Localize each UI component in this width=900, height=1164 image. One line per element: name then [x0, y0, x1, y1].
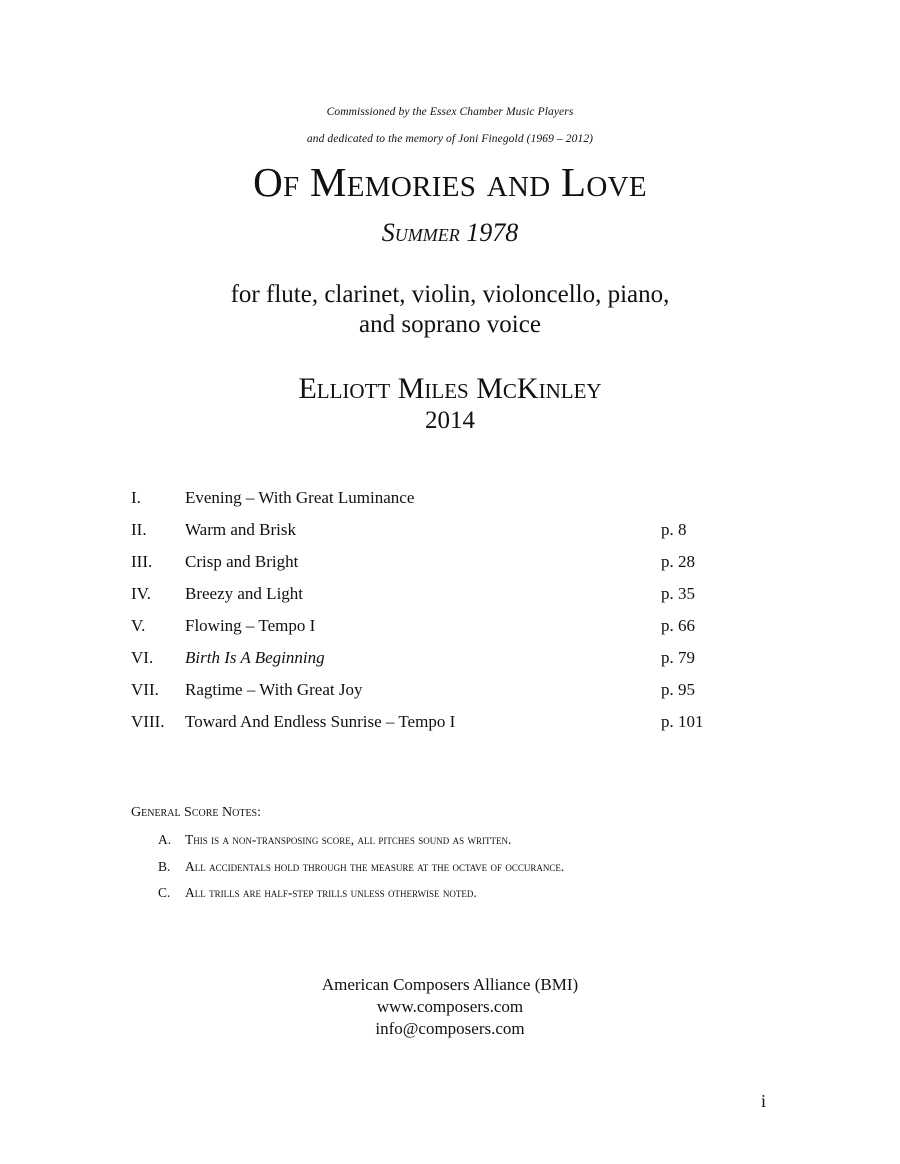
- page-number: i: [761, 1091, 767, 1111]
- score-note-text: This is a non-transposing score, all pitches sound as written.: [185, 832, 512, 847]
- movement-title: Evening – With Great Luminance: [185, 488, 415, 507]
- movement-page: p. 8: [661, 520, 687, 539]
- movement-row: [131, 483, 731, 515]
- movement-number: IV.: [131, 584, 151, 603]
- movement-title: Ragtime – With Great Joy: [185, 680, 363, 699]
- movement-page: p. 79: [661, 648, 695, 667]
- movement-number: VIII.: [131, 712, 165, 731]
- movement-row: [131, 707, 731, 739]
- movement-row: [131, 611, 731, 643]
- movement-title: Breezy and Light: [185, 584, 304, 603]
- instrumentation-line-2: and soprano voice: [359, 311, 541, 338]
- score-note: [158, 883, 778, 910]
- dedication-line-1: Commissioned by the Essex Chamber Music Players: [326, 106, 574, 118]
- work-subtitle: Summer 1978: [381, 218, 519, 247]
- dedication-line-2: and dedicated to the memory of Joni Finegold (1969 – 2012): [306, 133, 594, 145]
- movement-number: VII.: [131, 680, 159, 699]
- instrumentation-line-1: for flute, clarinet, violin, violoncello, piano,: [230, 281, 670, 308]
- movement-title: Crisp and Bright: [185, 552, 299, 571]
- movement-row: [131, 643, 731, 675]
- score-notes-list: [158, 830, 778, 910]
- composer-name: Elliott Miles McKinley: [298, 372, 602, 405]
- movement-list: [131, 483, 731, 739]
- movement-number: V.: [131, 616, 146, 635]
- movement-page: p. 101: [661, 712, 704, 731]
- score-note-letter: C.: [158, 885, 171, 900]
- movement-page: p. 66: [661, 616, 695, 635]
- score-note-letter: B.: [158, 858, 171, 874]
- movement-title: Birth Is A Beginning: [185, 648, 325, 667]
- publisher-website[interactable]: www.composers.com: [376, 997, 524, 1016]
- movement-page: p. 28: [661, 552, 695, 571]
- movement-title: Warm and Brisk: [185, 520, 296, 539]
- movement-row: [131, 675, 731, 707]
- score-note-text: All accidentals hold through the measure at the octave of occurance.: [185, 858, 565, 874]
- movement-page: p. 95: [661, 680, 695, 699]
- movement-title: Flowing – Tempo I: [185, 616, 316, 635]
- score-note: [158, 830, 778, 857]
- score-note-text: All trills are half-step trills unless otherwise noted.: [185, 885, 477, 900]
- movement-page: p. 35: [661, 584, 695, 603]
- score-note: [158, 857, 778, 884]
- movement-row: [131, 579, 731, 611]
- movement-row: [131, 547, 731, 579]
- movement-number: I.: [131, 488, 141, 507]
- movement-title: Toward And Endless Sunrise – Tempo I: [185, 712, 456, 731]
- publisher-name: American Composers Alliance (BMI): [321, 975, 579, 994]
- movement-row: [131, 515, 731, 547]
- publisher-email[interactable]: info@composers.com: [375, 1019, 525, 1038]
- movement-number: II.: [131, 520, 147, 539]
- composition-year: 2014: [425, 407, 475, 434]
- score-notes-heading: General Score Notes:: [131, 805, 262, 820]
- work-title: Of Memories and Love: [253, 159, 647, 205]
- movement-number: III.: [131, 552, 153, 571]
- score-note-letter: A.: [158, 832, 172, 847]
- movement-number: VI.: [131, 648, 154, 667]
